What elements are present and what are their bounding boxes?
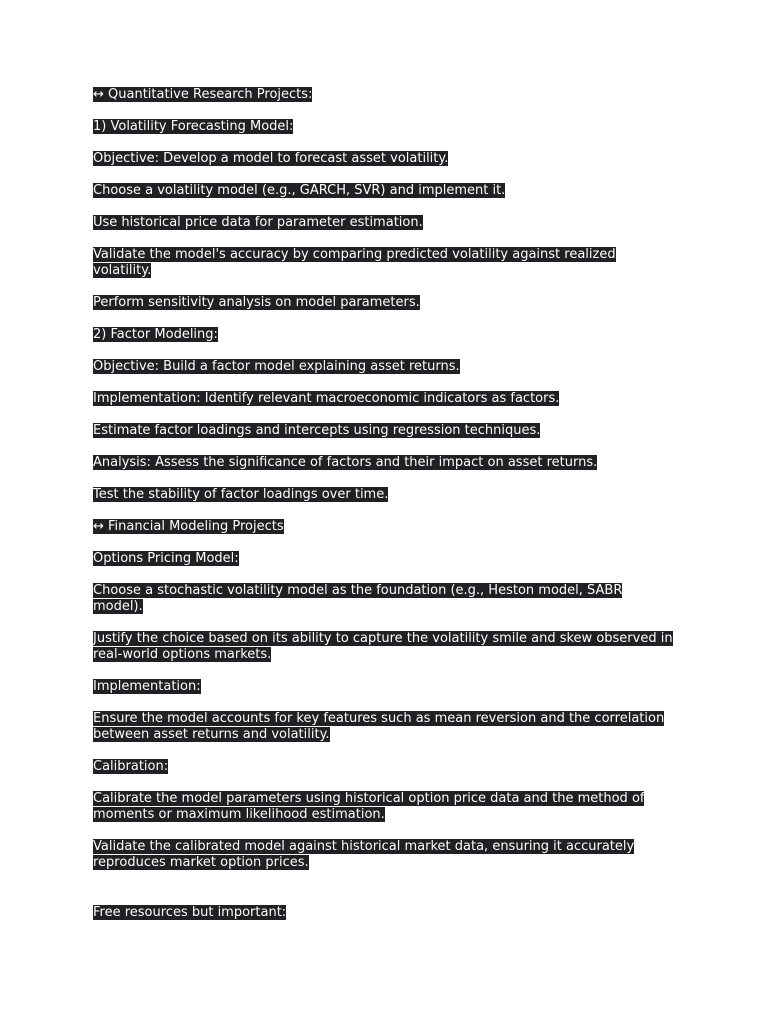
paragraph-stochastic-volatility-model: Choose a stochastic volatility model as the foundation (e.g., Heston model, SABR model). [93,583,623,614]
paragraph-validate-accuracy: Validate the model's accuracy by comparing predicted volatility against realized volatility. [93,247,616,278]
document-body [93,87,673,937]
section-heading-financial-modeling: ↔ Financial Modeling Projects [93,519,284,534]
paragraph-choose-volatility-model: Choose a volatility model (e.g., GARCH, SVR) and implement it. [93,183,506,198]
paragraph-calibrate-parameters: Calibrate the model parameters using historical option price data and the method of moments or maximum likelihood estimation. [93,791,645,822]
paragraph-key-features: Ensure the model accounts for key features such as mean reversion and the correlation between asset returns and volatility. [93,711,665,742]
paragraph-volatility-objective: Objective: Develop a model to forecast asset volatility. [93,151,449,166]
project-heading-factor-modeling: 2) Factor Modeling: [93,327,218,342]
paragraph-factor-implementation: Implementation: Identify relevant macroeconomic indicators as factors. [93,391,560,406]
paragraph-estimate-factor-loadings: Estimate factor loadings and intercepts using regression techniques. [93,423,541,438]
paragraph-factor-stability: Test the stability of factor loadings over time. [93,487,389,502]
project-heading-volatility-forecasting: 1) Volatility Forecasting Model: [93,119,294,134]
paragraph-factor-analysis: Analysis: Assess the significance of factors and their impact on asset returns. [93,455,598,470]
section-heading-quantitative-research: ↔ Quantitative Research Projects: [93,87,313,102]
subheading-implementation: Implementation: [93,679,201,694]
subheading-calibration: Calibration: [93,759,169,774]
paragraph-sensitivity-analysis: Perform sensitivity analysis on model parameters. [93,295,420,310]
paragraph-factor-objective: Objective: Build a factor model explaining asset returns. [93,359,460,374]
paragraph-historical-price-data: Use historical price data for parameter estimation. [93,215,423,230]
paragraph-justify-choice: Justify the choice based on its ability to capture the volatility smile and skew observed in real-world options markets. [93,631,673,662]
paragraph-free-resources: Free resources but important: [93,905,287,920]
project-heading-options-pricing: Options Pricing Model: [93,551,239,566]
paragraph-validate-calibrated-model: Validate the calibrated model against historical market data, ensuring it accurately reproduces market option prices. [93,839,635,870]
